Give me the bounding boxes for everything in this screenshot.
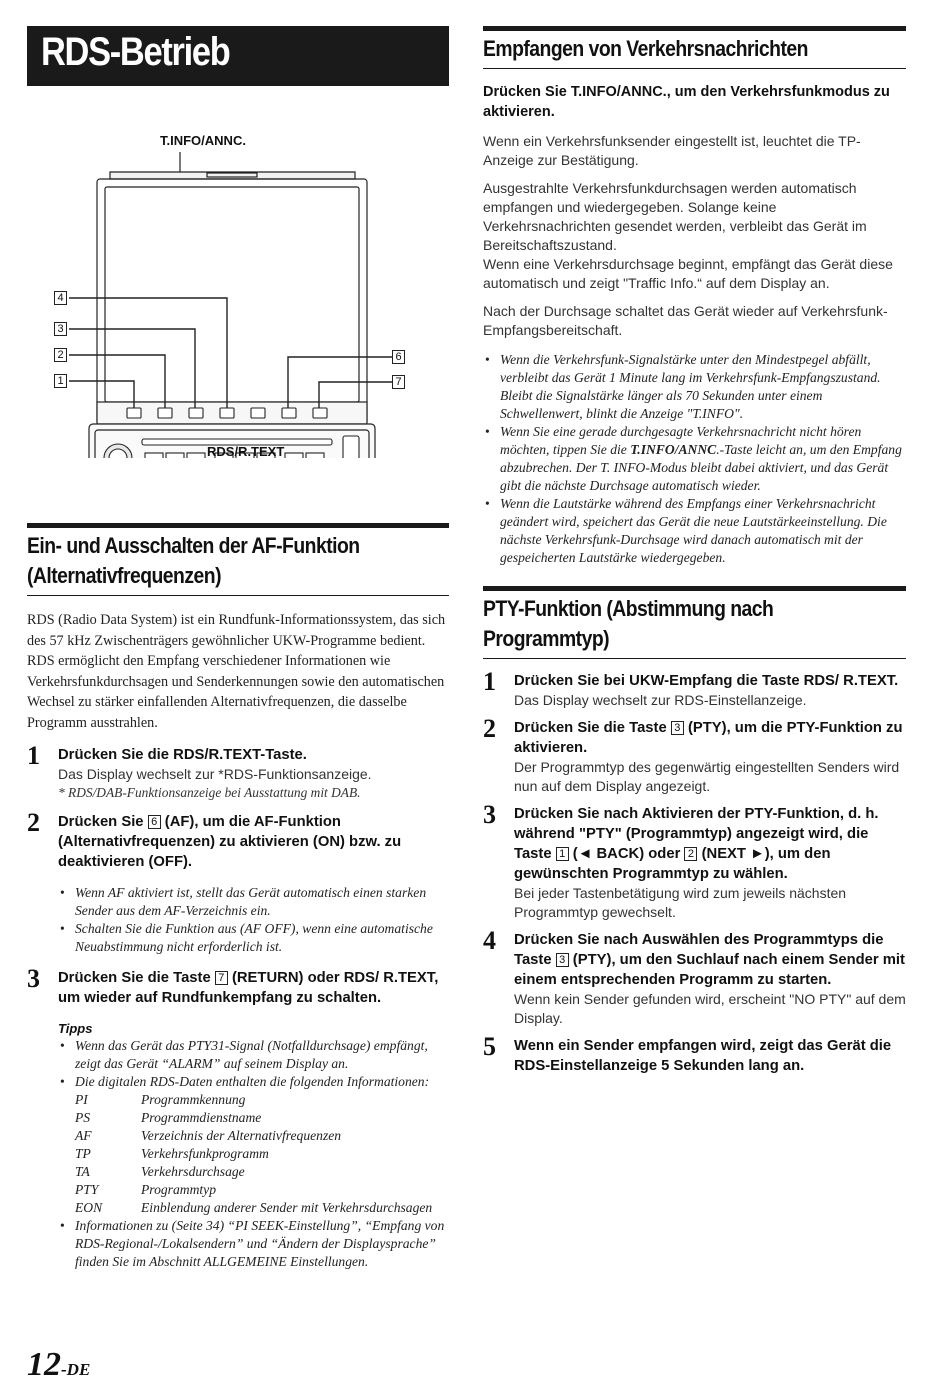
abbr-value: Verzeichnis der Alternativfrequenzen: [141, 1128, 342, 1143]
abbr-value: Programmkennung: [141, 1092, 246, 1107]
step-description: Das Display wechselt zur *RDS-Funktionsanzeige.: [58, 766, 372, 782]
step-number: 3: [27, 964, 40, 993]
step-title: [514, 804, 906, 884]
pty-section-heading: [483, 586, 906, 659]
page-number-suffix: -DE: [61, 1360, 91, 1379]
step-description: Bei jeder Tastenbetätigung wird zum jeweils nächsten Programmtyp gewechselt.: [514, 885, 847, 920]
pty-step-4: [483, 926, 906, 1028]
device-diagram: [27, 86, 449, 458]
step-text: , um die PTY-Funktion zu aktivieren.: [514, 720, 903, 756]
step-text: Drücken Sie nach Auswählen des Programmtyps die Taste: [514, 932, 884, 968]
traffic-paragraph-1: Wenn ein Verkehrsfunksender eingestellt ist, leuchtet die TP-Anzeige zur Bestätigung.: [483, 133, 861, 168]
key-box: 6: [148, 815, 161, 829]
af-heading-line-2: (Alternativfrequenzen): [27, 563, 221, 588]
page-title-box: [27, 26, 449, 86]
key-box: 2: [684, 847, 697, 861]
step-number: 1: [483, 667, 496, 696]
page-number-value: 12: [27, 1346, 61, 1382]
key-name: RDS/R.TEXT: [173, 747, 261, 763]
list-item: [58, 1073, 449, 1217]
step-text: Drücken Sie die: [58, 747, 174, 763]
key-name: (PTY): [572, 952, 612, 968]
abbr-key: PTY: [75, 1182, 99, 1197]
step-title: [514, 930, 906, 990]
step-text: , um die AF-Funktion (Alternativfrequenzen) zu aktivieren (ON) bzw. zu deaktivieren (OFF).: [58, 814, 402, 870]
step-title: [514, 671, 906, 691]
key-name: (RETURN): [231, 970, 304, 986]
key-box: 1: [556, 847, 569, 861]
abbr-row: [75, 1163, 449, 1181]
pty-heading-line-1: PTY-Funktion (Abstimmung nach: [483, 596, 774, 621]
step-description: Wenn kein Sender gefunden wird, erscheint "NO PTY" auf dem Display.: [514, 991, 906, 1026]
page-number: [27, 1345, 90, 1382]
key-name: T.INFO/ANNC.: [570, 84, 667, 100]
tips-list: [27, 1037, 449, 1271]
list-item-text: Die digitalen RDS-Daten enthalten die folgenden Informationen:: [75, 1074, 430, 1089]
key-name: (AF): [164, 814, 195, 830]
abbr-row: [75, 1145, 449, 1163]
traffic-paragraph-3: Nach der Durchsage schaltet das Gerät wieder auf Verkehrsfunk-Empfangsbereitschaft.: [483, 303, 888, 338]
traffic-paragraph-2a: Ausgestrahlte Verkehrsfunkdurchsagen werden automatisch empfangen und wiedergegeben. Solange keine Verkehrsnachrichten gesendet werden, verbleibt das Gerät im Bereitschaftszustand.: [483, 180, 867, 253]
device-figure: [27, 86, 449, 458]
abbr-key: EON: [75, 1200, 103, 1215]
step-title: [58, 745, 449, 765]
step-text: Drücken Sie bei UKW-Empfang die Taste: [514, 673, 804, 689]
step-text: , um den gewünschten Programmtyp zu wählen.: [514, 846, 831, 882]
callout-3: 3: [54, 322, 67, 336]
key-name: T.INFO/ANNC: [630, 442, 717, 457]
list-item: • Informationen zu (Seite 34) “PI SEEK-Einstellung”, “Empfang von RDS-Regional-/Lokalsendern” und “Ändern der Displaysprache” finden Sie im Abschnitt ALLGEMEINE Einstellungen.: [58, 1217, 449, 1271]
abbr-key: PI: [75, 1092, 88, 1107]
step-footnote: * RDS/DAB-Funktionsanzeige bei Ausstattung mit DAB.: [58, 785, 361, 800]
abbr-value: Programmtyp: [141, 1182, 217, 1197]
af-section-heading: [27, 523, 449, 596]
step-text: .: [894, 673, 899, 689]
step-title: [58, 812, 449, 872]
key-box: 3: [556, 953, 569, 967]
key-name: RDS/ R.TEXT: [803, 673, 895, 689]
step-title: [58, 968, 449, 1008]
key-box: 3: [671, 721, 684, 735]
traffic-lead: [483, 82, 906, 122]
af-step-1: [27, 741, 449, 802]
list-item-text: Wenn Sie eine gerade durchgesagte Verkehrsnachricht nicht hören möchten, tippen Sie die: [500, 424, 862, 457]
step-title: [514, 718, 906, 758]
abbr-value: Programmdienstname: [141, 1110, 262, 1125]
abbr-key: TA: [75, 1164, 90, 1179]
callout-1: 1: [54, 374, 67, 388]
key-name: RDS/ R.TEXT: [343, 970, 435, 986]
af-step-2: [27, 808, 449, 956]
abbr-row: [75, 1181, 449, 1199]
step-description: Das Display wechselt zur RDS-Einstellanzeige.: [514, 692, 807, 708]
list-item: [483, 423, 906, 495]
step-text: Drücken Sie die Taste: [514, 720, 671, 736]
abbr-row: [75, 1091, 449, 1109]
pty-step-5: [483, 1032, 906, 1076]
traffic-paragraph-2b: Wenn eine Verkehrsdurchsage beginnt, empfängt das Gerät diese automatisch und zeigt "Traffic Info.“ auf dem Display an.: [483, 256, 893, 291]
page-title: RDS-Betrieb: [41, 30, 230, 74]
label-rds-rtext: RDS/R.TEXT: [207, 444, 285, 459]
pty-step-3: [483, 800, 906, 922]
step-text: Drücken Sie: [58, 814, 148, 830]
pty-step-2: [483, 714, 906, 796]
step-number: 2: [483, 714, 496, 743]
abbr-key: TP: [75, 1146, 91, 1161]
lead-text: , um den Verkehrsfunkmodus zu aktivieren.: [483, 84, 890, 120]
af-intro: RDS (Radio Data System) ist ein Rundfunk-Informationssystem, das sich des 57 kHz Zwischenträgers gewöhnlicher UKW-Programme bedient. RDS ermöglicht den Empfang verschiedener Informationen wie Verkehrsfunkdurchsagen und Senderkennungen sowie den automatischen Wechsel zu stärker einfallenden Alternativfrequenzen, die dasselbe Programm ausstrahlen.: [27, 612, 446, 731]
abbr-key: AF: [75, 1128, 92, 1143]
step-number: 4: [483, 926, 496, 955]
list-item-text: .-Taste leicht an, um den Empfang abzubrechen. Der T. INFO-Modus bleibt dabei aktiviert, und das Gerät gibt die nächste Durchsage automatisch wieder.: [500, 442, 902, 493]
tips-block: [27, 1020, 449, 1271]
key-name: (PTY): [687, 720, 727, 736]
list-item: • Wenn AF aktiviert ist, stellt das Gerät automatisch einen starken Sender aus dem AF-Verzeichnis ein.: [58, 884, 449, 920]
step-text: , um den Suchlauf nach einem Sender mit einem entsprechenden Programm zu starten.: [514, 952, 905, 988]
step-title: Wenn ein Sender empfangen wird, zeigt das Gerät die RDS-Einstellanzeige 5 Sekunden lang an.: [514, 1038, 892, 1074]
abbr-row: [75, 1199, 449, 1217]
abbr-value: Verkehrsfunkprogramm: [141, 1146, 269, 1161]
traffic-section-heading: [483, 26, 906, 69]
abbr-value: Verkehrsdurchsage: [141, 1164, 245, 1179]
key-box: 7: [215, 971, 228, 985]
step-text: Drücken Sie die Taste: [58, 970, 215, 986]
step-text: oder: [644, 846, 685, 862]
abbr-row: [75, 1109, 449, 1127]
lead-text: Drücken Sie: [483, 84, 571, 100]
traffic-heading: Empfangen von Verkehrsnachrichten: [483, 36, 808, 61]
step-description: Der Programmtyp des gegenwärtig eingestellten Senders wird nun auf dem Display angezeigt.: [514, 759, 900, 794]
pty-heading-line-2: Programmtyp): [483, 626, 610, 651]
tips-title: Tipps: [58, 1021, 93, 1036]
list-item: • Wenn die Verkehrsfunk-Signalstärke unter den Mindestpegel abfällt, verbleibt das Gerät 1 Minute lang im Verkehrsfunk-Empfangszustand. Bleibt die Signalstärke länger als 70 Sekunden unter einem Schwellenwert, blinkt die Anzeige "T.INFO".: [483, 351, 906, 423]
step-text: oder: [303, 970, 344, 986]
list-item: • Wenn das Gerät das PTY31-Signal (Notfalldurchsage) empfängt, zeigt das Gerät “ALARM” auf seinem Display an.: [58, 1037, 449, 1073]
abbreviation-table: [75, 1091, 449, 1217]
label-tinfo: T.INFO/ANNC.: [160, 133, 246, 148]
callout-7: 7: [392, 375, 405, 389]
af-heading-line-1: Ein- und Ausschalten der AF-Funktion: [27, 533, 360, 558]
abbr-value: Einblendung anderer Sender mit Verkehrsdurchsagen: [141, 1200, 433, 1215]
step-number: 3: [483, 800, 496, 829]
af-step-3: [27, 964, 449, 1008]
abbr-key: PS: [75, 1110, 91, 1125]
step-text: Drücken Sie nach Aktivieren der PTY-Funktion, d. h. während "PTY" (Programmtyp) angezeigt wird, die Taste: [514, 806, 879, 862]
list-item: • Schalten Sie die Funktion aus (AF OFF), wenn eine automatische Neuabstimmung nicht erforderlich ist.: [58, 920, 449, 956]
step-number: 5: [483, 1032, 496, 1061]
abbr-row: [75, 1127, 449, 1145]
step-text: -Taste.: [260, 747, 307, 763]
key-name: (NEXT ►): [701, 846, 770, 862]
af-bullets: [58, 884, 449, 956]
key-name: (◄ BACK): [572, 846, 645, 862]
traffic-bullets: [483, 351, 906, 567]
list-item: • Wenn die Lautstärke während des Empfangs einer Verkehrsnachricht geändert wird, speichert das Gerät die neue Lautstärkeeinstellung. Die nächste Verkehrsfunk-Durchsage wird danach automatisch mit der gespeicherten Lautstärke wiedergegeben.: [483, 495, 906, 567]
step-number: 2: [27, 808, 40, 837]
callout-4: 4: [54, 291, 67, 305]
step-text: , um wieder auf Rundfunkempfang zu schalten.: [58, 970, 439, 1006]
callout-2: 2: [54, 348, 67, 362]
pty-step-1: [483, 667, 906, 710]
step-number: 1: [27, 741, 40, 770]
callout-6: 6: [392, 350, 405, 364]
